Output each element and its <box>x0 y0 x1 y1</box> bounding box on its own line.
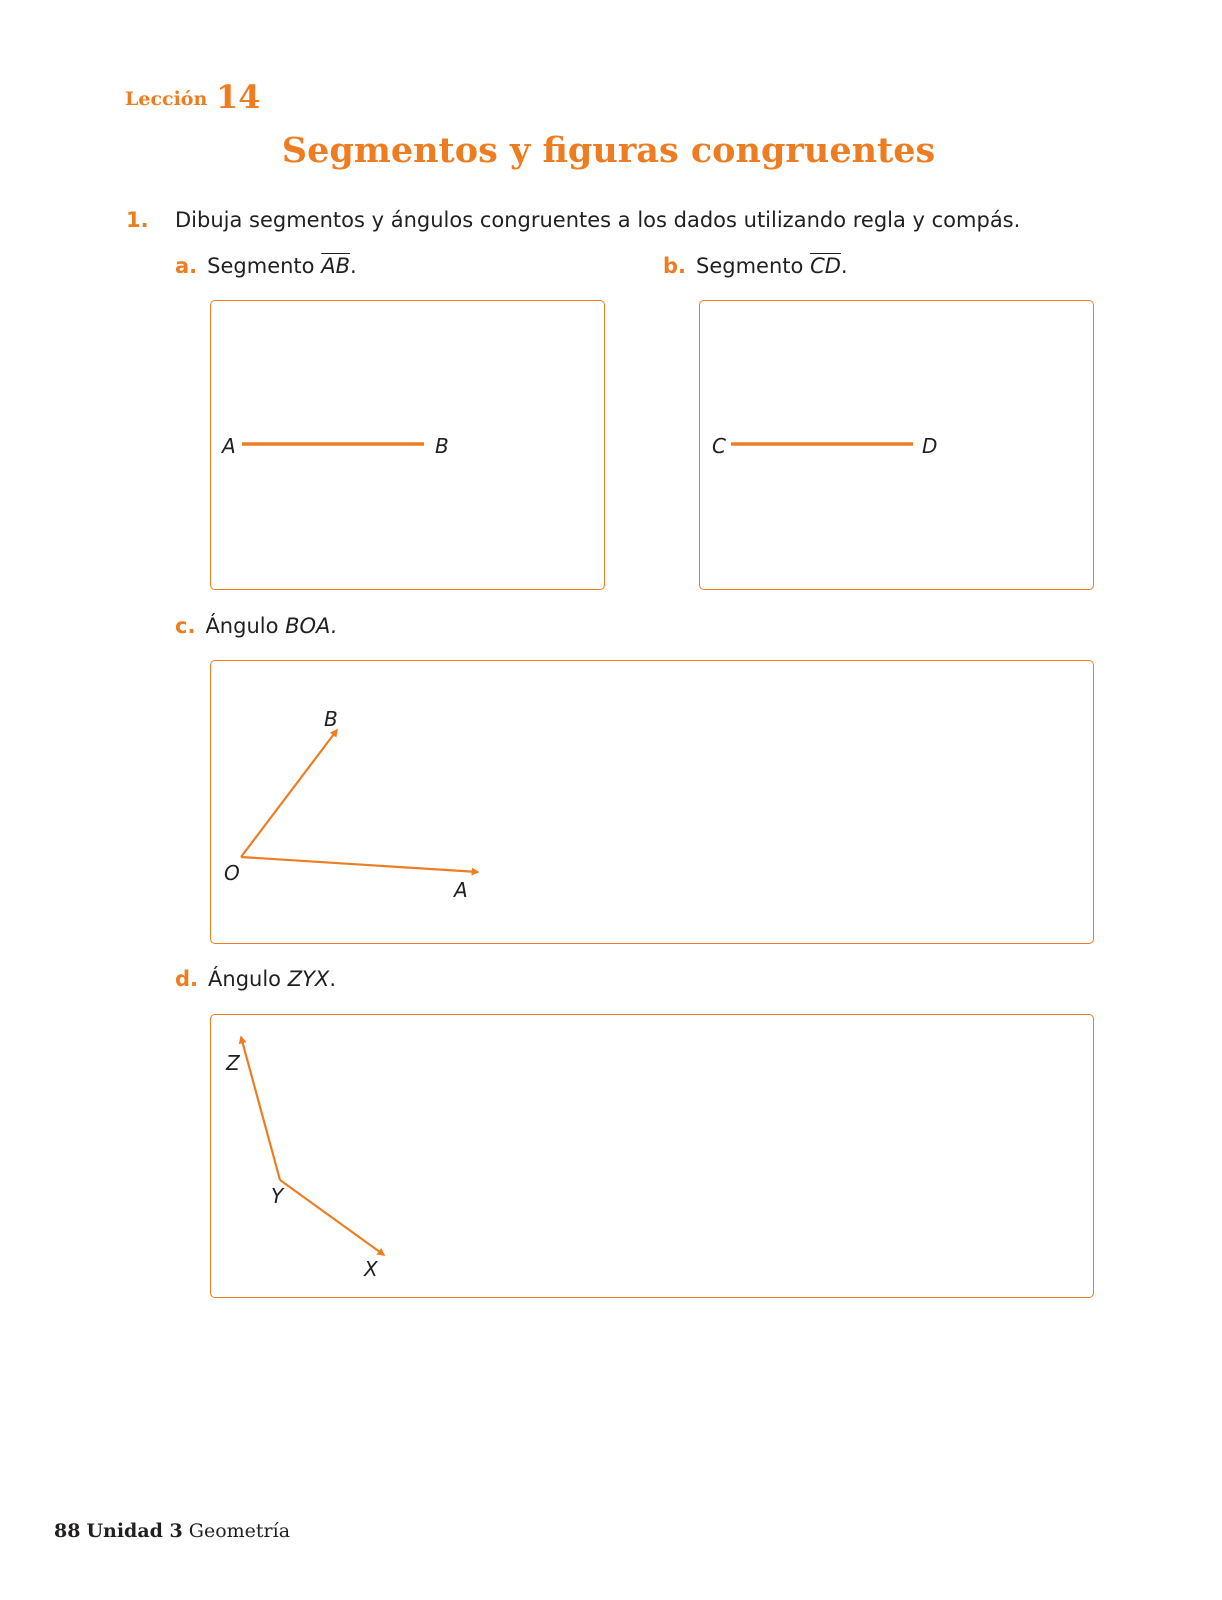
item-a-prefix: Segmento <box>207 254 315 278</box>
lesson-number: 14 <box>216 78 261 116</box>
point-x-label: X <box>364 1257 378 1281</box>
item-b-name: $\overline{CD}$ <box>810 254 841 278</box>
item-d-letter: d. <box>175 967 199 991</box>
question-text: Dibuja segmentos y ángulos congruentes a los dados utilizando regla y compás. <box>175 208 1021 232</box>
point-d-label: D <box>922 434 938 458</box>
item-a-letter: a. <box>175 254 198 278</box>
page-number: 88 <box>54 1520 81 1542</box>
ray-ob <box>241 730 337 857</box>
item-d-suffix: . <box>329 967 336 991</box>
point-b-label: B <box>435 434 449 458</box>
ray-oa <box>241 857 478 872</box>
item-b-suffix: . <box>840 254 848 278</box>
item-d-prefix: Ángulo <box>208 967 282 991</box>
point-c-label: C <box>712 434 726 458</box>
point-o-label: O <box>224 861 240 885</box>
item-a-name: $\overline{AB}$ <box>321 254 350 278</box>
point-b-c-label: B <box>324 707 338 731</box>
footer-subject: Geometría <box>188 1520 291 1542</box>
ray-yx <box>280 1180 384 1255</box>
page-title-text: Segmentos y figuras congruentes <box>281 130 936 171</box>
point-z-label: Z <box>226 1051 240 1075</box>
item-c-prefix: Ángulo <box>205 614 279 638</box>
point-a-label: A <box>222 434 236 458</box>
item-a-suffix: . <box>349 254 357 278</box>
page-footer <box>54 1520 290 1542</box>
question-number: 1. <box>126 208 149 232</box>
footer-unit: Unidad 3 <box>86 1520 183 1542</box>
item-c-letter: c. <box>175 614 196 638</box>
ray-yz <box>241 1037 280 1180</box>
item-c-name: BOA <box>285 614 331 638</box>
item-c-suffix: . <box>330 614 338 638</box>
item-b-letter: b. <box>663 254 687 278</box>
item-b-prefix: Segmento <box>696 254 804 278</box>
point-a-c-label: A <box>454 878 468 902</box>
point-y-label: Y <box>271 1184 284 1208</box>
lesson-label: Lección <box>125 88 208 110</box>
item-d-name: ZYX <box>287 967 330 991</box>
